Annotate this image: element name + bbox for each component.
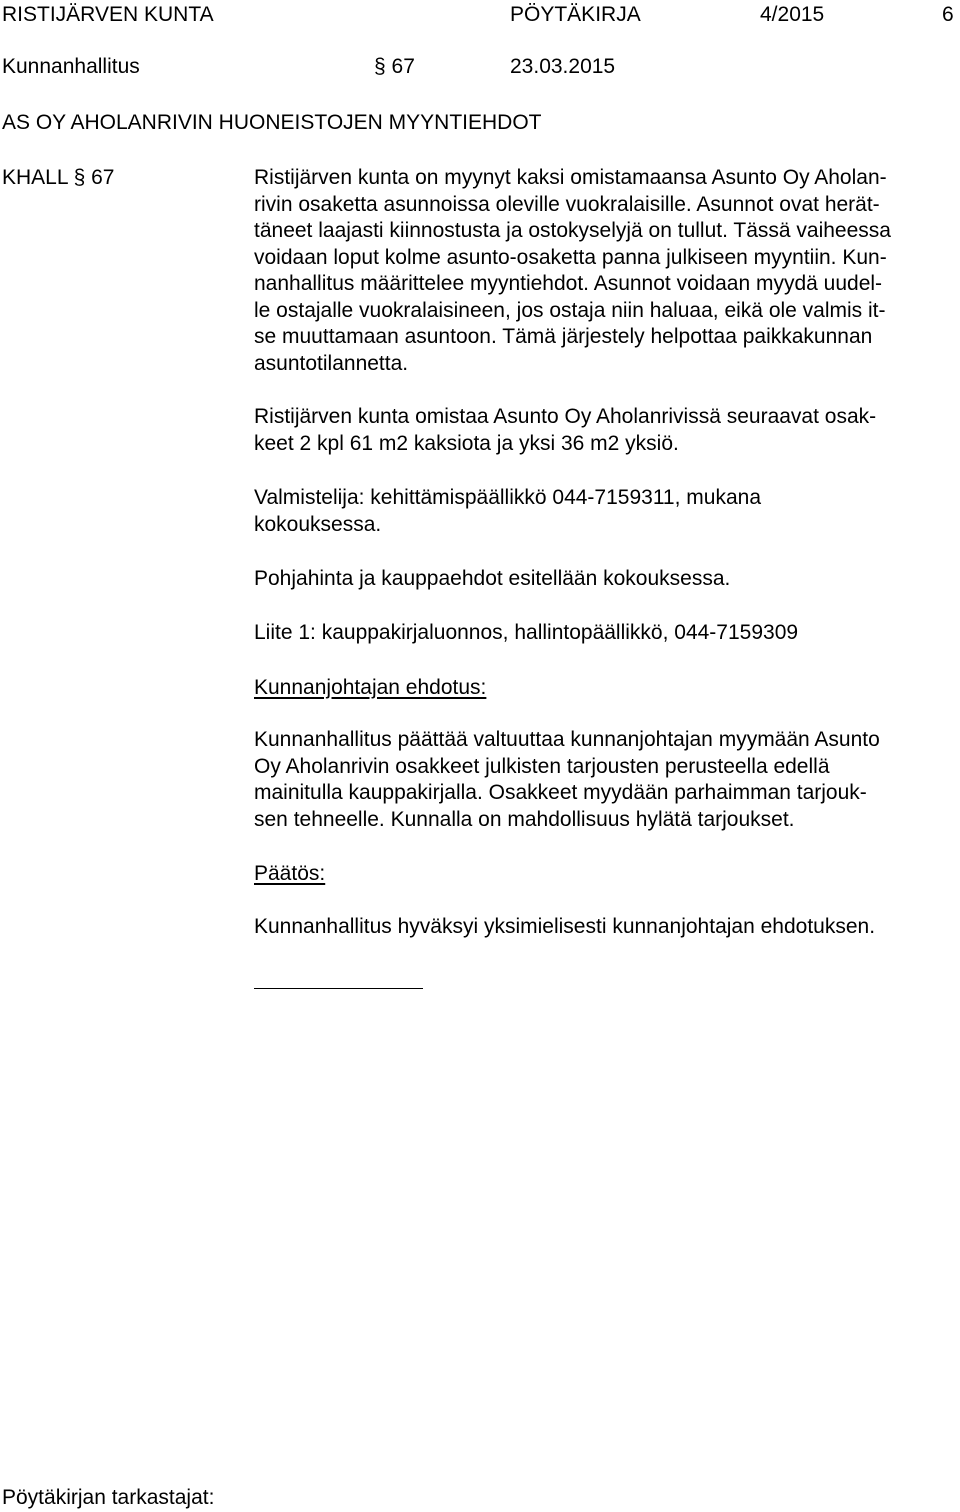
paragraph-pricing: Pohjahinta ja kauppaehdot esitellään kokouksessa.: [254, 567, 731, 590]
text-line: Ristijärven kunta on myynyt kaksi omistamaansa Asunto Oy Aholan-: [254, 166, 887, 189]
body-name: Kunnanhallitus: [2, 55, 140, 78]
text-line: Oy Aholanrivin osakkeet julkisten tarjousten perusteella edellä: [254, 754, 830, 778]
text-line: sen tehneelle. Kunnalla on mahdollisuus hylätä tarjoukset.: [254, 807, 795, 831]
decision-heading: Päätös:: [254, 862, 326, 885]
municipality-name: RISTIJÄRVEN KUNTA: [2, 3, 214, 26]
section-number: § 67: [374, 55, 415, 78]
text-line: voidaan loput kolme asunto-osaketta panna julkiseen myyntiin. Kun-: [254, 245, 887, 269]
page-number: 6: [942, 3, 954, 26]
text-line: keet 2 kpl 61 m2 kaksiota ja yksi 36 m2 yksiö.: [254, 431, 679, 455]
text-line: täneet laajasti kiinnostusta ja ostokyselyjä on tullut. Tässä vaiheessa: [254, 219, 891, 242]
document-number: 4/2015: [760, 3, 825, 26]
paragraph-preparer: [254, 485, 944, 538]
text-line: nanhallitus määrittelee myyntiehdot. Asunnot voidaan myydä uudel-: [254, 272, 883, 295]
text-line: kokouksessa.: [254, 512, 382, 536]
text-line: se muuttamaan asuntoon. Tämä järjestely helpottaa paikkakunnan: [254, 325, 873, 348]
text-line: Ristijärven kunta omistaa Asunto Oy Aholanrivissä seuraavat osak-: [254, 405, 877, 428]
document-title: AS OY AHOLANRIVIN HUONEISTOJEN MYYNTIEHDOT: [2, 111, 542, 134]
footer-reviewers: Pöytäkirjan tarkastajat:: [2, 1486, 215, 1509]
paragraph-shares: [254, 404, 944, 457]
meeting-date: 23.03.2015: [510, 55, 616, 78]
text-line: le ostajalle vuokralaisineen, jos ostaja niin haluaa, eikä ole valmis it-: [254, 298, 886, 322]
document-type: PÖYTÄKIRJA: [510, 3, 641, 26]
text-line: Valmistelija: kehittämispäällikkö 044-7159311, mukana: [254, 486, 761, 509]
paragraph-background: [254, 165, 944, 377]
section-reference: KHALL § 67: [2, 166, 115, 189]
text-line: rivin osaketta asunnoissa oleville vuokralaisille. Asunnot ovat herät-: [254, 192, 880, 216]
paragraph-decision: Kunnanhallitus hyväksyi yksimielisesti kunnanjohtajan ehdotuksen.: [254, 915, 876, 938]
proposal-heading: Kunnanjohtajan ehdotus:: [254, 676, 487, 699]
signature-line: [254, 988, 423, 989]
text-line: Kunnanhallitus päättää valtuuttaa kunnanjohtajan myymään Asunto: [254, 728, 880, 751]
text-line: mainitulla kauppakirjalla. Osakkeet myydään parhaimman tarjouk-: [254, 781, 867, 804]
paragraph-proposal: [254, 727, 944, 833]
text-line: asuntotilannetta.: [254, 351, 409, 375]
paragraph-attachment: Liite 1: kauppakirjaluonnos, hallintopäällikkö, 044-7159309: [254, 621, 799, 644]
